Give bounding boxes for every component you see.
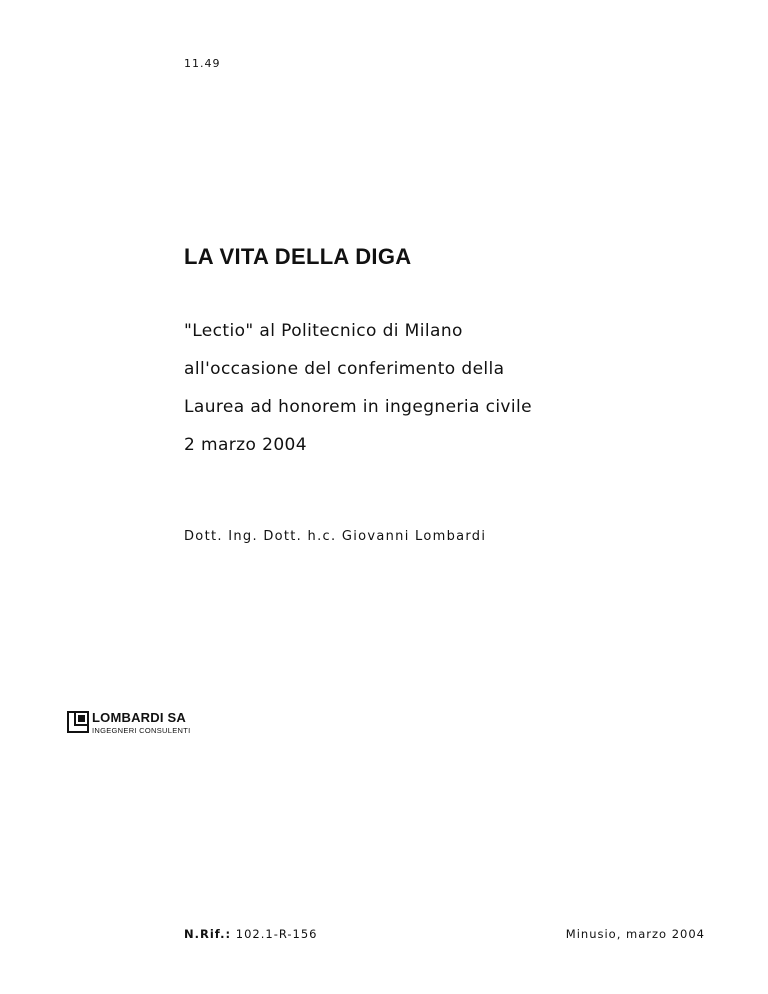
document-title: LA VITA DELLA DIGA [184, 244, 412, 269]
subtitle-line: "Lectio" al Politecnico di Milano [184, 321, 463, 341]
reference-value: 102.1-R-156 [235, 927, 318, 941]
place-date: Minusio, marzo 2004 [565, 927, 705, 941]
reference-number [184, 927, 318, 941]
reference-label: N.Rif.: [184, 927, 232, 941]
document-subtitle [184, 312, 532, 464]
lombardi-l-logo-icon [67, 711, 89, 733]
document-author: Dott. Ing. Dott. h.c. Giovanni Lombardi [184, 529, 487, 544]
company-name: LOMBARDI SA [92, 710, 186, 725]
company-logo [67, 711, 267, 736]
subtitle-line: 2 marzo 2004 [184, 435, 307, 455]
subtitle-line: all'occasione del conferimento della [184, 359, 505, 379]
subtitle-line: Laurea ad honorem in ingegneria civile [184, 397, 533, 417]
document-number: 11.49 [184, 57, 221, 70]
company-tagline: INGEGNERI CONSULENTI [92, 726, 191, 735]
